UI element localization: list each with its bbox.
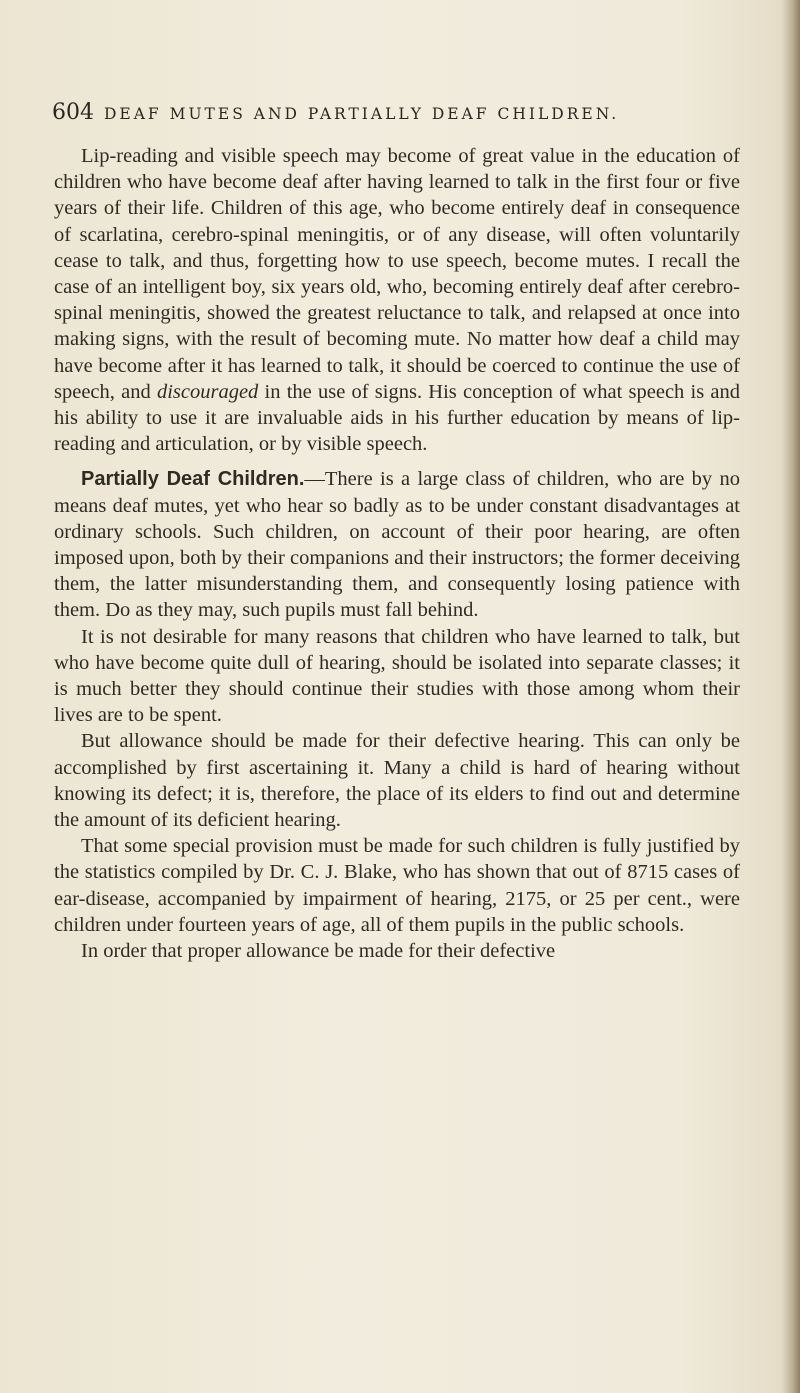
page-header bbox=[52, 100, 742, 125]
emphasized-word: discouraged bbox=[156, 380, 259, 403]
paragraph-statistics: That some special provision must be made for such children is fully justified by the statistics compiled by Dr. C. J. Blake, who has shown that out of 8715 cases of ear-disease, accompanied by impairment of hearing, 2175, or 25 per cent., were children under fourteen years of age, all of them pupils in the public schools. bbox=[54, 835, 740, 936]
paragraph-isolation: It is not desirable for many reasons that children who have learned to talk, but who have become quite dull of hearing, should be isolated into separate classes; it is much better they should continue their studies with those among whom their lives are to be spent. bbox=[54, 625, 740, 727]
paragraph-text: —There is a large class of children, who are by no means deaf mutes, yet who hear so badly as to be under constant disadvantages at ordinary schools. Such children, on account of their poor hearing, are often imposed upon, both by their companions and their instructors; the former deceiving them, the latter misunderstanding them, and consequently losing patience with them. Do as they may, such pupils must fall behind. bbox=[54, 468, 740, 622]
paragraph-allowance: But allowance should be made for their defective hearing. This can only be accomplished by first ascertaining it. Many a child is hard of hearing without knowing its defect; it is, therefore, the place of its elders to find out and determine the amount of its deficient hearing. bbox=[54, 730, 740, 832]
paragraph-text: in the use of signs. His conception of what speech is and his ability to use it are invaluable aids in his further education by means of lip-reading and articulation, or by visible speech. bbox=[54, 380, 741, 456]
body-text bbox=[54, 143, 740, 964]
paragraph-lip-reading bbox=[54, 143, 740, 457]
page-number: 604 bbox=[52, 100, 94, 125]
paragraph-text: Lip-reading and visible speech may become of great value in the education of children who have become deaf after having learned to talk in the first four or five years of their life. Children of this age, who become entirely deaf in consequence of scarlatina, cerebro-spinal meningitis, or of any disease, will often voluntarily cease to talk, and thus, forgetting how to use speech, become mutes. I recall the case of an intelligent boy, six years old, who, becoming entirely deaf after cerebro-spinal meningitis, showed the greatest reluctance to talk, and relapsed at once into making signs, with the result of becoming mute. No matter how deaf a child may have become after it has learned to talk, it should be coerced to continue the use of speech, and bbox=[54, 145, 740, 403]
section-heading: Partially Deaf Children. bbox=[81, 468, 305, 491]
running-head: DEAF MUTES AND PARTIALLY DEAF CHILDREN. bbox=[104, 105, 620, 123]
page-edge-shadow bbox=[782, 0, 800, 1393]
paragraph-continued: In order that proper allowance be made for their defective bbox=[81, 940, 556, 963]
paragraph-partially-deaf bbox=[54, 466, 740, 623]
